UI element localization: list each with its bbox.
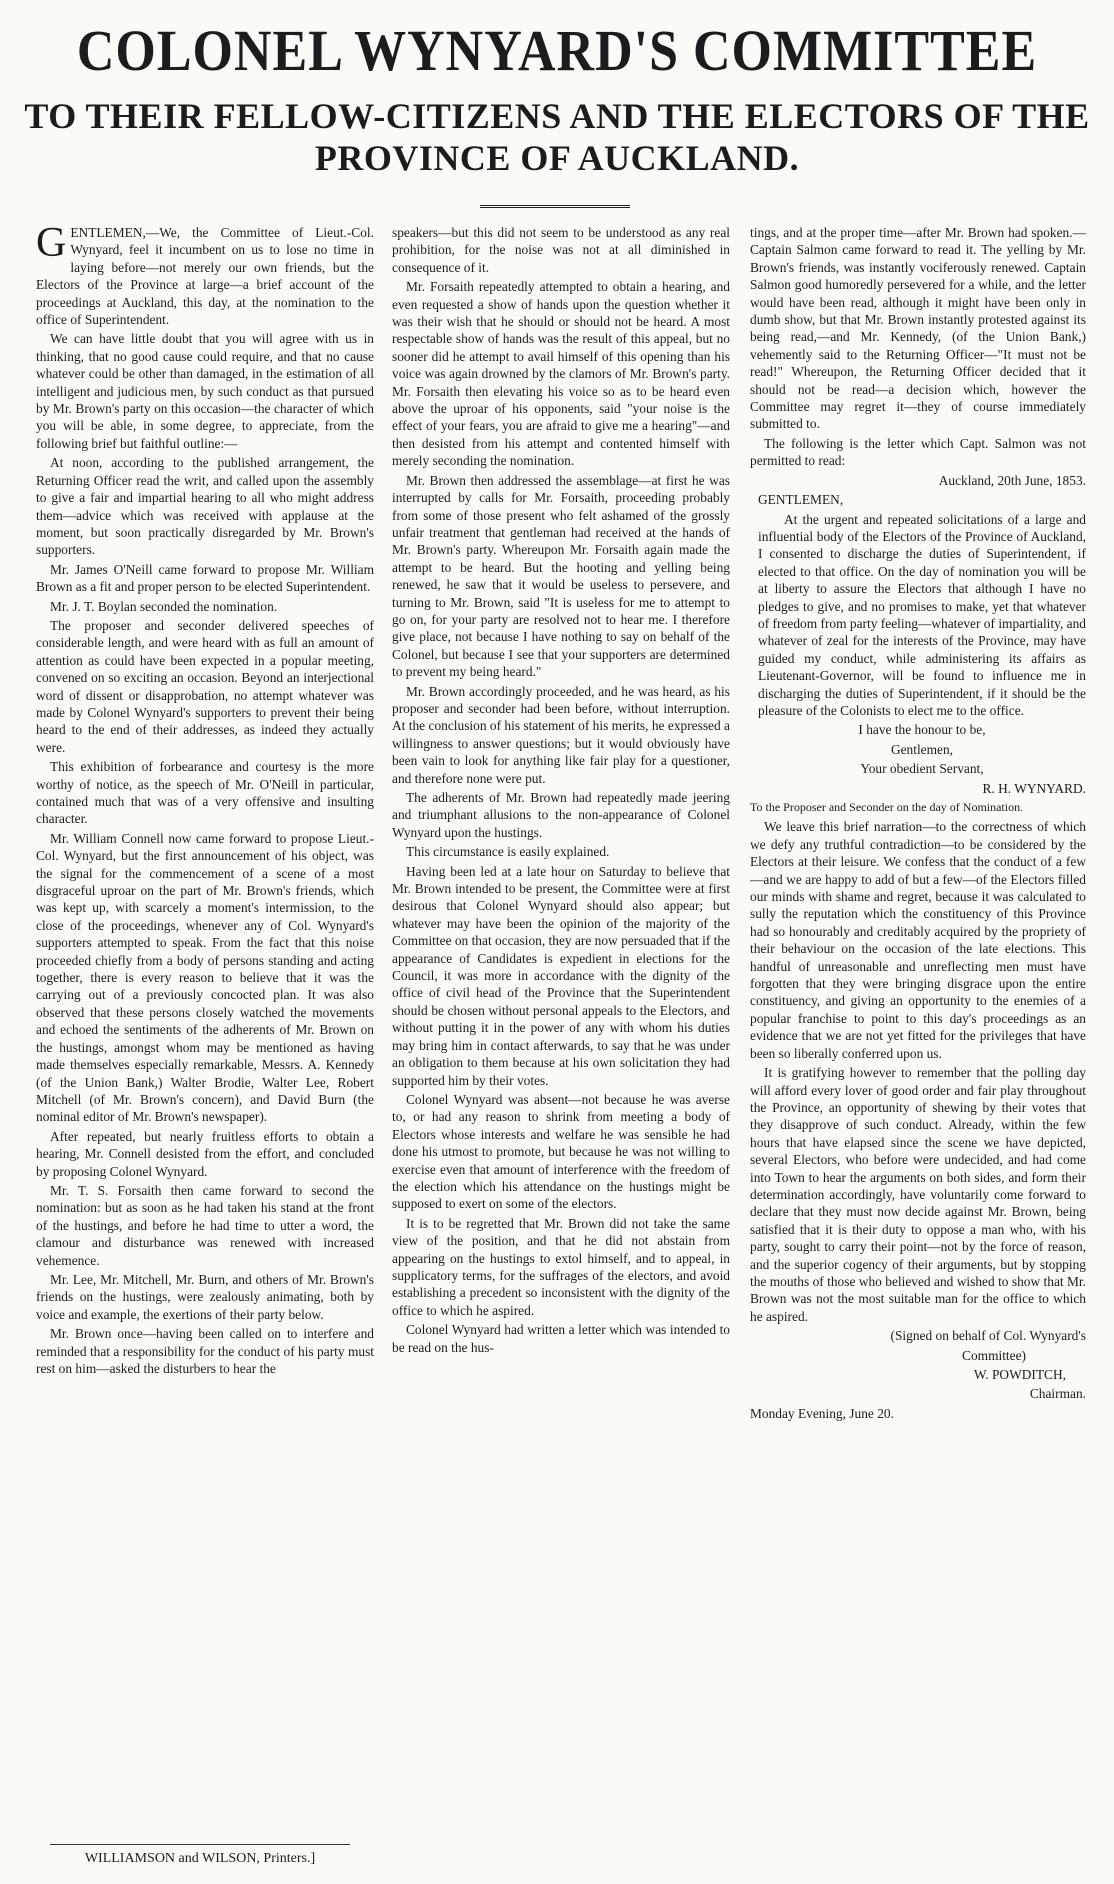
- subtitle-line-1: TO THEIR FELLOW-CITIZENS AND THE ELECTORS OF THE: [24, 96, 1090, 136]
- paragraph: Mr. Brown accordingly proceeded, and he was heard, as his proposer and seconder had been before, without interruption. At the conclusion of his statement of his merits, he expressed a willingness to answer questions; but it would obviously have been vain to look for anything like fair play for a questioner, and therefore none were put.: [392, 683, 730, 786]
- signature-block: [750, 1327, 1086, 1422]
- paragraph: Mr. James O'Neill came forward to propose Mr. William Brown as a fit and proper person to be elected Superintendent.: [36, 561, 374, 595]
- paragraph: [36, 220, 374, 328]
- paragraph: After repeated, but nearly fruitless efforts to obtain a hearing, Mr. Connell desisted from the effort, and concluded by proposing Colonel Wynyard.: [36, 1128, 374, 1179]
- letter: [750, 472, 1086, 817]
- subtitle-line-2: PROVINCE OF AUCKLAND.: [314, 138, 800, 178]
- signer-name: W. POWDITCH,: [973, 1367, 1066, 1382]
- paragraph: tings, and at the proper time—after Mr. Brown had spoken.—Captain Salmon came forward to read it. The yelling by Mr. Brown's friends, was instantly vociferously renewed. Captain Salmon good humoredly persevered for a while, and the letter would have been read, although it might have been only in dumb show, but that Mr. Brown instantly protested against its being read,—and Mr. Kennedy, (of the Union Bank,) vehemently said to the Returning Officer—"It must not be read!" Whereupon, the Returning Officer decided that it should not be read—a decision which, however the Committee may regret it—they of course immediately submitted to.: [750, 225, 1086, 432]
- paragraph: This circumstance is easily explained.: [406, 844, 610, 860]
- letter-signature: R. H. WYNYARD.: [982, 780, 1086, 796]
- printers-imprint: WILLIAMSON and WILSON, Printers.]: [50, 1844, 350, 1867]
- paragraph: Mr. Brown once—having been called on to interfere and reminded that a responsibility for the conduct of his party must rest on him—asked the disturbers to hear the: [36, 1326, 374, 1376]
- paragraph: This exhibition of forbearance and courtesy is the more worthy of notice, as the speech of Mr. O'Neill in particular, contained much that was of a very offensive and insulting character.: [36, 759, 374, 827]
- title-rule: [480, 205, 630, 208]
- letter-body: At the urgent and repeated solicitations of a large and influential body of the Electors of the Province of Auckland, I consented to discharge the duties of Superintendent, if elected to that office. On the day of nomination you will be at liberty to assure the Electors that although I have no pledges to give, and no promises to make, yet that whatever of freedom from party feeling—whatever of impartiality, and whatever of zeal for the interests of the Province, may have guided my conduct, while administering its affairs as Lieutenant-Governor, will be found to influence me in discharging the duties of Superintendent, if it should be the pleasure of the Colonists to elect me to the office.: [758, 511, 1086, 718]
- page-title: COLONEL WYNYARD'S COMMITTEE: [76, 19, 1038, 84]
- letter-date: Auckland, 20th June, 1853.: [938, 472, 1086, 488]
- paragraph: We can have little doubt that you will agree with us in thinking, that no good cause could require, and that no cause whatever could be other than damaged, in the estimation of all intelligent and judicious men, by such conduct as that pursued by Mr. Brown's party on this occasion—the character of which you will be able, in some degree, to appreciate, from the following brief but faithful outline:—: [36, 331, 374, 451]
- paragraph: Mr. Lee, Mr. Mitchell, Mr. Burn, and others of Mr. Brown's friends on the hustings, were zealously animating, both by voice and example, the exertions of their party below.: [36, 1271, 374, 1322]
- paragraph: Mr. Forsaith repeatedly attempted to obtain a hearing, and even requested a show of hands upon the question whether it was their wish that he should or should not be heard. A most respectable show of hands was the result of this appeal, but no sooner did he attempt to avail himself of this opening than his voice was again drowned by the clamors of Mr. Brown's party. Mr. Forsaith then elevating his voice so as to be heard even above the uproar of his opponents, said "your noise is the effect of your fears, you are afraid to give me a hearing"—and then desisted from his attempt and contented himself with merely seconding the nomination.: [392, 279, 730, 469]
- paragraph: speakers—but this did not seem to be understood as any real prohibition, for the noise was not at all diminished in consequence of it.: [392, 225, 730, 275]
- letter-closing: Your obedient Servant,: [860, 761, 984, 777]
- paragraph: Colonel Wynyard was absent—not because he was averse to, or had any reason to shrink from meeting a body of Electors whose interests and welfare he was sensible he had done his utmost to promote, but because he was not willing to exercise even that amount of interference with the freedom of the election which his attendance on the hustings might be supposed to exert on some of the electors.: [392, 1091, 730, 1212]
- letter-salutation: GENTLEMEN,: [758, 492, 844, 508]
- column-2: [392, 224, 730, 1358]
- column-1: [36, 220, 374, 1379]
- signer-role: Chairman.: [1029, 1386, 1086, 1402]
- paragraph-text: ENTLEMEN,—We, the Committee of Lieut.-Col. Wynyard, feel it incumbent on us to lose no time in laying before—not merely our own friends, but the Electors of the Province at large—a brief account of the proceedings at Auckland, this day, at the nomination to the office of Superintendent.: [36, 225, 374, 328]
- paragraph: The following is the letter which Capt. Salmon was not permitted to read:: [750, 435, 1086, 469]
- paragraph: The proposer and seconder delivered speeches of considerable length, and were heard with as full an amount of attention as could have been expected in a popular meeting, convened on so exciting an occasion. Beyond an interjectional word of dissent or disapprobation, no attempt whatever was made by Colonel Wynyard's supporters to prevent their being heard to the end of their addresses, as indeed they actually were.: [36, 617, 374, 755]
- signed-line: (Signed on behalf of Col. Wynyard's: [890, 1328, 1086, 1344]
- paragraph: We leave this brief narration—to the correctness of which we defy any truthful contradiction—to be considered by the Electors at their leisure. We confess that the conduct of a few—and we are happy to add of but a few—of the Electors filled our minds with shame and regret, because it was calculated to sully the reputation which the constituency of this Province had so honourably and creditably acquired by the propriety of their behaviour on the occasion of the late elections. This handful of unreasonable and unreflecting men must have forgotten that they were bringing disgrace upon the entire constituency, and giving an opportunity to the enemies of a popular franchise to point to this day's proceedings as an evidence that we are not yet fitted for the privileges that have been so liberally conferred upon us.: [750, 819, 1086, 1061]
- paragraph: It is gratifying however to remember that the polling day will afford every lover of good order and fair play throughout the Province, an opportunity of shewing by their votes that they disapprove of such conduct. Already, within the few hours that have elapsed since the scene we have depicted, several Electors, who before were undecided, and had come into Town to hear the arguments on both sides, and form their determination accordingly, have voluntarily come forward to declare that they must now decide against Mr. Brown, being satisfied that it is their duty to oppose a man who, with his party, sought to carry their point—not by the force of reason, and the superior cogency of their arguments, but by stopping the mouths of those who believed and wished to show that Mr. Brown was not the most suitable man for the office to which he aspired.: [750, 1065, 1086, 1324]
- signed-line: Committee): [962, 1347, 1026, 1363]
- page-subtitle: [0, 95, 1114, 179]
- paragraph: It is to be regretted that Mr. Brown did not take the same view of the position, and that he did not abstain from appearing on the hustings to extol himself, and to appeal, in supplicatory terms, for the suffrages of the electors, and avoid establishing a precedent so inconsistent with the dignity of the office to which he aspired.: [392, 1215, 730, 1318]
- paragraph: At noon, according to the published arrangement, the Returning Officer read the writ, and called upon the assembly to give a fair and impartial hearing to all who might address them—advice which was received with applause at the moment, but soon practically disregarded by Mr. Brown's supporters.: [36, 455, 374, 558]
- paragraph: Mr. T. S. Forsaith then came forward to second the nomination: but as soon as he had taken his stand at the front of the hustings, and before he had time to utter a word, the clamour and disturbance was renewed with increased vehemence.: [36, 1182, 374, 1268]
- paragraph: Having been led at a late hour on Saturday to believe that Mr. Brown intended to be present, the Committee were at first desirous that Colonel Wynyard should also appear; but whatever may have been the opinion of the majority of the Committee on that occasion, they are now persuaded that if the appearance of Candidates is expedient in elections for the Council, it was more in accordance with the dignity of the office of civil head of the Province that the Superintendent should be chosen without personal appeals to the Electors, and without putting it in the power of any with whom his duties may bring him in contact afterwards, to say that he was under an obligation to them because at his own solicitation they had supported him by their votes.: [392, 863, 731, 1088]
- paragraph: The adherents of Mr. Brown had repeatedly made jeering and triumphant allusions to the non-appearance of Colonel Wynyard upon the hustings.: [392, 790, 730, 840]
- paragraph: Mr. William Connell now came forward to propose Lieut.-Col. Wynyard, but the first announcement of his object, was the signal for the commencement of a scene of a most disgraceful uproar on the part of Mr. Brown's friends, which was kept up, with scarcely a moment's intermission, to the close of the proceedings, whenever any of Col. Wynyard's supporters attempted to speak. From the fact that this noise proceeded chiefly from a body of persons standing and acting together, there is every reason to believe that it was the carrying out of a previously concocted plan. It was also observed that these persons closely watched the movements and echoed the sentiments of the adherents of Mr. Brown on the hustings, amongst whom may be mentioned as having made themselves especially remarkable, Messrs. A. Kennedy (of the Union Bank,) Walter Brodie, Walter Lee, Robert Mitchell (of Mr. Brown's concern), and David Burn (the nominal editor of Mr. Brown's newspaper).: [36, 830, 374, 1125]
- drop-cap: G: [36, 220, 67, 266]
- dateline: Monday Evening, June 20.: [750, 1405, 894, 1421]
- column-3: [750, 224, 1086, 1424]
- paragraph: Mr. Brown then addressed the assemblage—at first he was interrupted by calls for Mr. Forsaith, proceeding probably from some of those present who felt ashamed of the grossly unfair treatment that gentleman had received at the hands of Mr. Brown's party. Whereupon Mr. Forsaith again made the attempt to be heard. But the hooting and yelling being renewed, he saw that it would be useless to persevere, and turning to Mr. Brown, said "It is useless for me to attempt to go on, for your party are resolved not to hear me. I therefore give place, not because I have nothing to say on behalf of the Colonel, but because I see that your supporters are determined to prevent my being heard.": [392, 472, 730, 680]
- paragraph: Colonel Wynyard had written a letter which was intended to be read on the hus-: [392, 1322, 730, 1355]
- letter-closing: I have the honour to be,: [858, 722, 986, 738]
- paragraph: Mr. J. T. Boylan seconded the nomination.: [50, 598, 278, 614]
- letter-closing: Gentlemen,: [890, 741, 954, 757]
- letter-addressee: To the Proposer and Seconder on the day of Nomination.: [750, 800, 1024, 814]
